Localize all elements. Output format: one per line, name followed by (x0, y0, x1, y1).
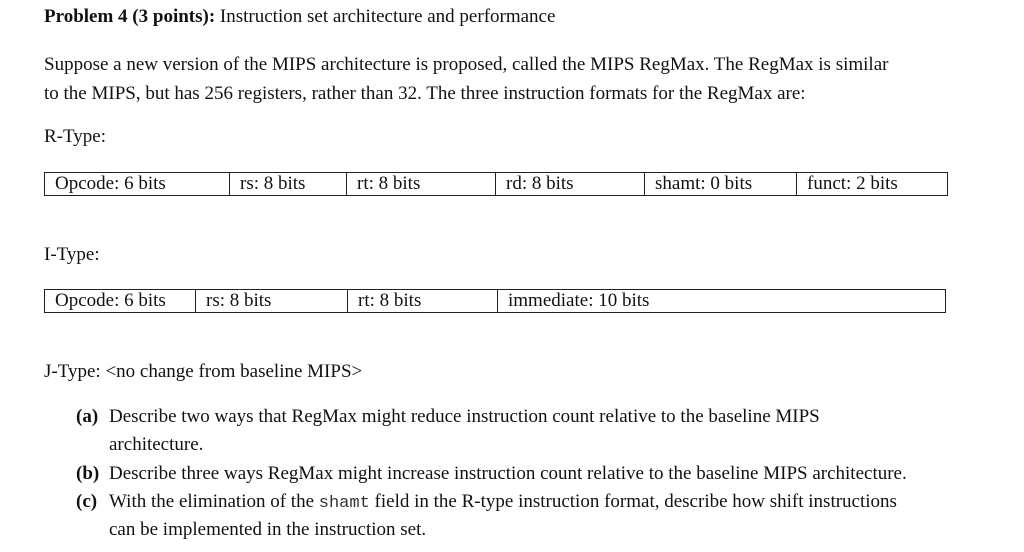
question-c-pre: With the elimination of the (109, 491, 319, 512)
itype-label: I-Type: (44, 244, 100, 265)
rtype-field-rt: rt: 8 bits (347, 173, 496, 195)
intro-line-1: Suppose a new version of the MIPS architecture is proposed, called the MIPS RegMax. The RegMax is similar (44, 54, 889, 75)
rtype-field-shamt: shamt: 0 bits (645, 173, 797, 195)
rtype-field-rs: rs: 8 bits (230, 173, 347, 195)
question-b (76, 460, 1016, 490)
question-c-tag: (c) (76, 491, 98, 512)
problem-title-bold: Problem 4 (3 points): (44, 6, 216, 27)
itype-field-opcode: Opcode: 6 bits (45, 290, 196, 312)
itype-field-rs: rs: 8 bits (196, 290, 348, 312)
question-a-tag: (a) (76, 406, 99, 427)
rtype-format-table (44, 172, 948, 196)
rtype-field-opcode: Opcode: 6 bits (45, 173, 230, 195)
question-c (76, 488, 1016, 548)
problem-title-rest: Instruction set architecture and performance (215, 6, 556, 27)
question-c-line-1 (109, 488, 897, 519)
rtype-field-rd: rd: 8 bits (496, 173, 645, 195)
question-a-line-2: architecture. (109, 434, 204, 455)
itype-field-immediate: immediate: 10 bits (508, 290, 650, 311)
rtype-field-funct: funct: 2 bits (807, 173, 898, 194)
question-b-line-1: Describe three ways RegMax might increase instruction count relative to the baseline MIPS architecture. (109, 463, 907, 484)
question-c-post: field in the R-type instruction format, describe how shift instructions (369, 491, 897, 512)
jtype-label: J-Type: <no change from baseline MIPS> (44, 361, 363, 382)
question-a-line-1: Describe two ways that RegMax might reduce instruction count relative to the baseline MIPS (109, 406, 820, 427)
rtype-label: R-Type: (44, 126, 106, 147)
problem-heading (44, 6, 555, 28)
itype-format-table (44, 289, 946, 313)
intro-line-2: to the MIPS, but has 256 registers, rather than 32. The three instruction formats for the RegMax are: (44, 82, 806, 104)
shamt-code: shamt (318, 494, 370, 513)
intro-paragraph (44, 51, 888, 108)
itype-field-rt: rt: 8 bits (348, 290, 498, 312)
question-a (76, 403, 1006, 463)
question-b-tag: (b) (76, 463, 100, 484)
question-c-line-2: can be implemented in the instruction set. (109, 519, 427, 540)
